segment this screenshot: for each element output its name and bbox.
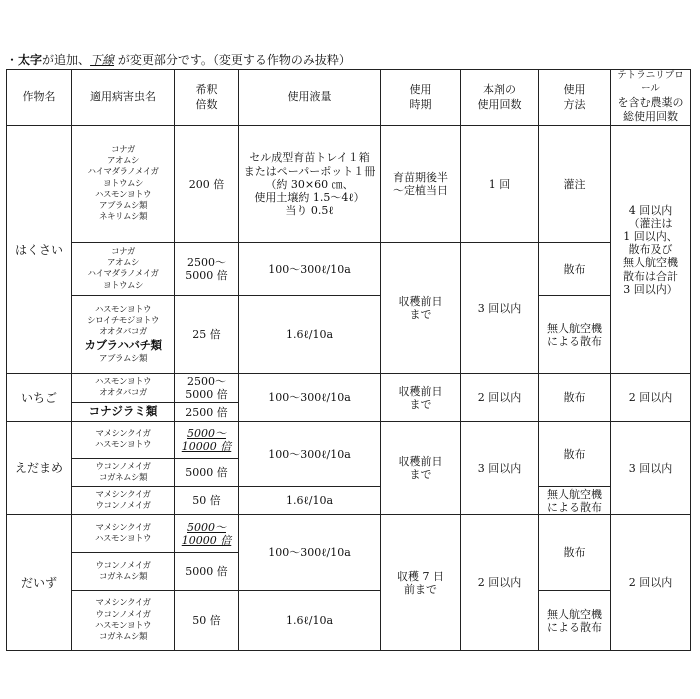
dilution-cell: 25 倍 xyxy=(175,296,239,374)
dilution-cell: 50 倍 xyxy=(175,487,239,515)
table-row xyxy=(7,374,691,403)
header-volume: 使用液量 xyxy=(239,70,381,126)
header-count: 本剤の 使用回数 xyxy=(461,70,539,126)
dilution-cell: 5000～ 10000 倍 xyxy=(175,422,239,459)
method-cell: 散布 xyxy=(539,243,611,296)
method-cell: 散布 xyxy=(539,374,611,422)
count-cell: 3 回以内 xyxy=(461,243,539,374)
header-crop: 作物名 xyxy=(7,70,72,126)
table-row xyxy=(7,487,691,515)
timing-cell: 収穫 7 日 前まで xyxy=(381,515,461,651)
timing-cell: 育苗期後半 ～定植当日 xyxy=(381,126,461,243)
dilution-cell: 2500 倍 xyxy=(175,403,239,422)
pest-list: マメシンクイガ ハスモンヨトウ xyxy=(72,422,175,459)
table-row xyxy=(7,515,691,553)
table-row xyxy=(7,422,691,459)
pesticide-usage-table xyxy=(6,69,691,651)
header-timing: 使用 時期 xyxy=(381,70,461,126)
method-cell: 灌注 xyxy=(539,126,611,243)
dilution-cell: 5000 倍 xyxy=(175,553,239,591)
volume-cell: 100～300ℓ/10a xyxy=(239,422,381,487)
count-cell: 1 回 xyxy=(461,126,539,243)
added-pest-bold: コナジラミ類 xyxy=(72,403,175,422)
crop-edamame: えだまめ xyxy=(7,422,72,515)
dilution-cell: 2500～ 5000 倍 xyxy=(175,243,239,296)
method-cell: 無人航空機 による散布 xyxy=(539,296,611,374)
underline-legend: 下線 xyxy=(90,53,115,67)
header-row xyxy=(7,70,691,126)
dilution-cell: 2500～ 5000 倍 xyxy=(175,374,239,403)
table-row xyxy=(7,126,691,243)
volume-cell: 100～300ℓ/10a xyxy=(239,243,381,296)
count-cell: 2 回以内 xyxy=(461,374,539,422)
added-pest-bold: カブラハバチ類 xyxy=(84,338,162,353)
header-total-uses: テトラニリプロール を含む農薬の 総使用回数 xyxy=(611,70,691,126)
table-row xyxy=(7,243,691,296)
dilution-cell: 200 倍 xyxy=(175,126,239,243)
count-cell: 2 回以内 xyxy=(461,515,539,651)
pest-list: ハスモンヨトウ シロイチモジヨトウ オオタバコガ カブラハバチ類 アブラムシ類 xyxy=(72,296,175,374)
total-uses-cell: 2 回以内 xyxy=(611,515,691,651)
dilution-cell: 5000 倍 xyxy=(175,459,239,487)
pest-list: ウコンノメイガ コガネムシ類 xyxy=(72,459,175,487)
header-method: 使用 方法 xyxy=(539,70,611,126)
count-cell: 3 回以内 xyxy=(461,422,539,515)
volume-cell: 1.6ℓ/10a xyxy=(239,296,381,374)
pest-list: マメシンクイガ ウコンノメイガ xyxy=(72,487,175,515)
pest-list: コナガ アオムシ ハイマダラノメイガ ヨトウムシ ハスモンヨトウ アブラムシ類 ネキリムシ類 xyxy=(72,126,175,243)
table-row xyxy=(7,296,691,374)
volume-cell: 1.6ℓ/10a xyxy=(239,591,381,651)
total-uses-cell: 3 回以内 xyxy=(611,422,691,515)
crop-hakusai: はくさい xyxy=(7,126,72,374)
total-uses-cell: 2 回以内 xyxy=(611,374,691,422)
crop-ichigo: いちご xyxy=(7,374,72,422)
volume-cell: セル成型育苗トレイ１箱 またはペーパーポット１冊 （約 30×60 ㎝、 使用土壌約 1.5～4ℓ） 当り 0.5ℓ xyxy=(239,126,381,243)
timing-cell: 収穫前日 まで xyxy=(381,243,461,374)
volume-cell: 1.6ℓ/10a xyxy=(239,487,381,515)
volume-cell: 100～300ℓ/10a xyxy=(239,374,381,422)
method-cell: 無人航空機 による散布 xyxy=(539,487,611,515)
total-uses-cell: 4 回以内 （灌注は 1 回以内、 散布及び 無人航空機 散布は合計 3 回以内） xyxy=(611,126,691,374)
pest-list: コナガ アオムシ ハイマダラノメイガ ヨトウムシ xyxy=(72,243,175,296)
table-row xyxy=(7,591,691,651)
method-cell: 散布 xyxy=(539,422,611,487)
crop-daizu: だいず xyxy=(7,515,72,651)
header-dilution: 希釈 倍数 xyxy=(175,70,239,126)
dilution-cell: 50 倍 xyxy=(175,591,239,651)
pest-list: ハスモンヨトウ オオタバコガ xyxy=(72,374,175,403)
pest-list: マメシンクイガ ウコンノメイガ ハスモンヨトウ コガネムシ類 xyxy=(72,591,175,651)
pest-list: ウコンノメイガ コガネムシ類 xyxy=(72,553,175,591)
method-cell: 散布 xyxy=(539,515,611,591)
volume-cell: 100～300ℓ/10a xyxy=(239,515,381,591)
dilution-cell: 5000～ 10000 倍 xyxy=(175,515,239,553)
method-cell: 無人航空機 による散布 xyxy=(539,591,611,651)
change-legend-note: ・太字が追加、下線 が変更部分です。（変更する作物のみ抜粋） xyxy=(6,53,351,67)
timing-cell: 収穫前日 まで xyxy=(381,374,461,422)
timing-cell: 収穫前日 まで xyxy=(381,422,461,515)
header-pest: 適用病害虫名 xyxy=(72,70,175,126)
bold-legend: 太字 xyxy=(18,53,43,67)
pest-list: マメシンクイガ ハスモンヨトウ xyxy=(72,515,175,553)
